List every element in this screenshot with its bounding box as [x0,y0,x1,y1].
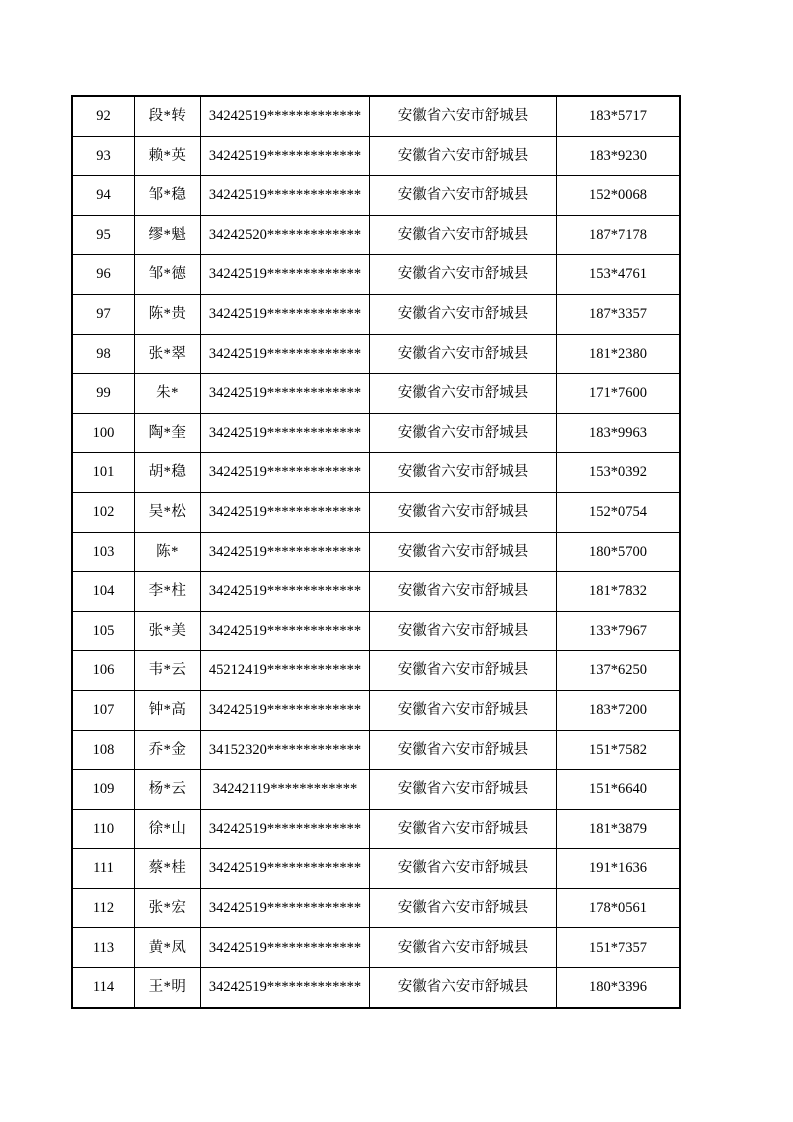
table-row [72,770,680,810]
table-row [72,611,680,651]
table-row [72,849,680,889]
table-row [72,215,680,255]
row-number-cell: 104 [72,572,135,612]
masked-id-number-cell: 34242519************* [201,492,370,532]
masked-name-cell: 吴*松 [135,492,201,532]
masked-name-cell: 钟*高 [135,690,201,730]
masked-name-cell: 缪*魁 [135,215,201,255]
region-cell: 安徽省六安市舒城县 [370,968,557,1008]
region-cell: 安徽省六安市舒城县 [370,730,557,770]
masked-id-number-cell: 34242519************* [201,968,370,1008]
masked-name-cell: 邹*德 [135,255,201,295]
masked-name-cell: 王*明 [135,968,201,1008]
masked-name-cell: 蔡*桂 [135,849,201,889]
masked-name-cell: 李*柱 [135,572,201,612]
masked-phone-cell: 181*3879 [557,809,681,849]
table-row [72,453,680,493]
masked-id-number-cell: 34242519************* [201,413,370,453]
masked-phone-cell: 181*7832 [557,572,681,612]
masked-name-cell: 陈* [135,532,201,572]
row-number-cell: 97 [72,294,135,334]
region-cell: 安徽省六安市舒城县 [370,572,557,612]
masked-name-cell: 段*转 [135,96,201,136]
table-row [72,730,680,770]
masked-id-number-cell: 34152320************* [201,730,370,770]
row-number-cell: 105 [72,611,135,651]
row-number-cell: 107 [72,690,135,730]
table-row [72,532,680,572]
table-row [72,136,680,176]
masked-phone-cell: 171*7600 [557,374,681,414]
masked-id-number-cell: 34242519************* [201,334,370,374]
region-cell: 安徽省六安市舒城县 [370,770,557,810]
region-cell: 安徽省六安市舒城县 [370,413,557,453]
region-cell: 安徽省六安市舒城县 [370,255,557,295]
table-row [72,294,680,334]
row-number-cell: 100 [72,413,135,453]
row-number-cell: 94 [72,176,135,216]
masked-id-number-cell: 34242519************* [201,849,370,889]
table-row [72,928,680,968]
region-cell: 安徽省六安市舒城县 [370,136,557,176]
region-cell: 安徽省六安市舒城县 [370,690,557,730]
masked-name-cell: 陈*贵 [135,294,201,334]
masked-id-number-cell: 34242519************* [201,255,370,295]
masked-phone-cell: 180*5700 [557,532,681,572]
masked-id-number-cell: 34242519************* [201,532,370,572]
table-row [72,413,680,453]
masked-phone-cell: 183*9963 [557,413,681,453]
masked-name-cell: 赖*英 [135,136,201,176]
masked-id-number-cell: 34242519************* [201,176,370,216]
region-cell: 安徽省六安市舒城县 [370,215,557,255]
masked-id-number-cell: 34242520************* [201,215,370,255]
row-number-cell: 106 [72,651,135,691]
table-row [72,96,680,136]
masked-phone-cell: 178*0561 [557,888,681,928]
masked-id-number-cell: 34242519************* [201,690,370,730]
table-row [72,334,680,374]
masked-phone-cell: 153*0392 [557,453,681,493]
masked-name-cell: 张*宏 [135,888,201,928]
row-number-cell: 108 [72,730,135,770]
table-row [72,651,680,691]
row-number-cell: 103 [72,532,135,572]
row-number-cell: 111 [72,849,135,889]
table-row [72,968,680,1008]
masked-phone-cell: 137*6250 [557,651,681,691]
masked-phone-cell: 183*7200 [557,690,681,730]
masked-phone-cell: 152*0068 [557,176,681,216]
masked-id-number-cell: 34242519************* [201,96,370,136]
region-cell: 安徽省六安市舒城县 [370,96,557,136]
masked-name-cell: 张*翠 [135,334,201,374]
masked-phone-cell: 151*7582 [557,730,681,770]
masked-phone-cell: 180*3396 [557,968,681,1008]
table-row [72,492,680,532]
region-cell: 安徽省六安市舒城县 [370,888,557,928]
masked-id-number-cell: 45212419************* [201,651,370,691]
masked-name-cell: 杨*云 [135,770,201,810]
masked-phone-cell: 133*7967 [557,611,681,651]
masked-id-number-cell: 34242519************* [201,809,370,849]
region-cell: 安徽省六安市舒城县 [370,611,557,651]
row-number-cell: 112 [72,888,135,928]
row-number-cell: 99 [72,374,135,414]
table-row [72,809,680,849]
masked-phone-cell: 152*0754 [557,492,681,532]
masked-id-number-cell: 34242119************ [201,770,370,810]
row-number-cell: 102 [72,492,135,532]
masked-phone-cell: 151*6640 [557,770,681,810]
region-cell: 安徽省六安市舒城县 [370,294,557,334]
table-row [72,176,680,216]
region-cell: 安徽省六安市舒城县 [370,492,557,532]
masked-phone-cell: 191*1636 [557,849,681,889]
row-number-cell: 109 [72,770,135,810]
masked-name-cell: 徐*山 [135,809,201,849]
row-number-cell: 110 [72,809,135,849]
masked-id-number-cell: 34242519************* [201,136,370,176]
region-cell: 安徽省六安市舒城县 [370,849,557,889]
masked-name-cell: 黄*凤 [135,928,201,968]
roster-table-body [72,96,680,1008]
masked-phone-cell: 151*7357 [557,928,681,968]
table-row [72,572,680,612]
masked-phone-cell: 187*3357 [557,294,681,334]
row-number-cell: 114 [72,968,135,1008]
region-cell: 安徽省六安市舒城县 [370,928,557,968]
masked-phone-cell: 183*9230 [557,136,681,176]
masked-id-number-cell: 34242519************* [201,374,370,414]
roster-table [71,95,681,1009]
masked-name-cell: 张*美 [135,611,201,651]
table-row [72,255,680,295]
row-number-cell: 92 [72,96,135,136]
region-cell: 安徽省六安市舒城县 [370,651,557,691]
masked-id-number-cell: 34242519************* [201,294,370,334]
masked-id-number-cell: 34242519************* [201,572,370,612]
masked-name-cell: 乔*金 [135,730,201,770]
region-cell: 安徽省六安市舒城县 [370,532,557,572]
region-cell: 安徽省六安市舒城县 [370,334,557,374]
region-cell: 安徽省六安市舒城县 [370,176,557,216]
table-row [72,374,680,414]
masked-id-number-cell: 34242519************* [201,888,370,928]
masked-phone-cell: 187*7178 [557,215,681,255]
region-cell: 安徽省六安市舒城县 [370,453,557,493]
masked-phone-cell: 153*4761 [557,255,681,295]
region-cell: 安徽省六安市舒城县 [370,809,557,849]
row-number-cell: 101 [72,453,135,493]
masked-name-cell: 陶*奎 [135,413,201,453]
row-number-cell: 98 [72,334,135,374]
row-number-cell: 93 [72,136,135,176]
masked-name-cell: 朱* [135,374,201,414]
table-row [72,888,680,928]
masked-id-number-cell: 34242519************* [201,453,370,493]
row-number-cell: 113 [72,928,135,968]
masked-phone-cell: 181*2380 [557,334,681,374]
masked-name-cell: 邹*稳 [135,176,201,216]
row-number-cell: 95 [72,215,135,255]
masked-name-cell: 韦*云 [135,651,201,691]
table-row [72,690,680,730]
masked-phone-cell: 183*5717 [557,96,681,136]
row-number-cell: 96 [72,255,135,295]
region-cell: 安徽省六安市舒城县 [370,374,557,414]
masked-id-number-cell: 34242519************* [201,928,370,968]
masked-name-cell: 胡*稳 [135,453,201,493]
masked-id-number-cell: 34242519************* [201,611,370,651]
